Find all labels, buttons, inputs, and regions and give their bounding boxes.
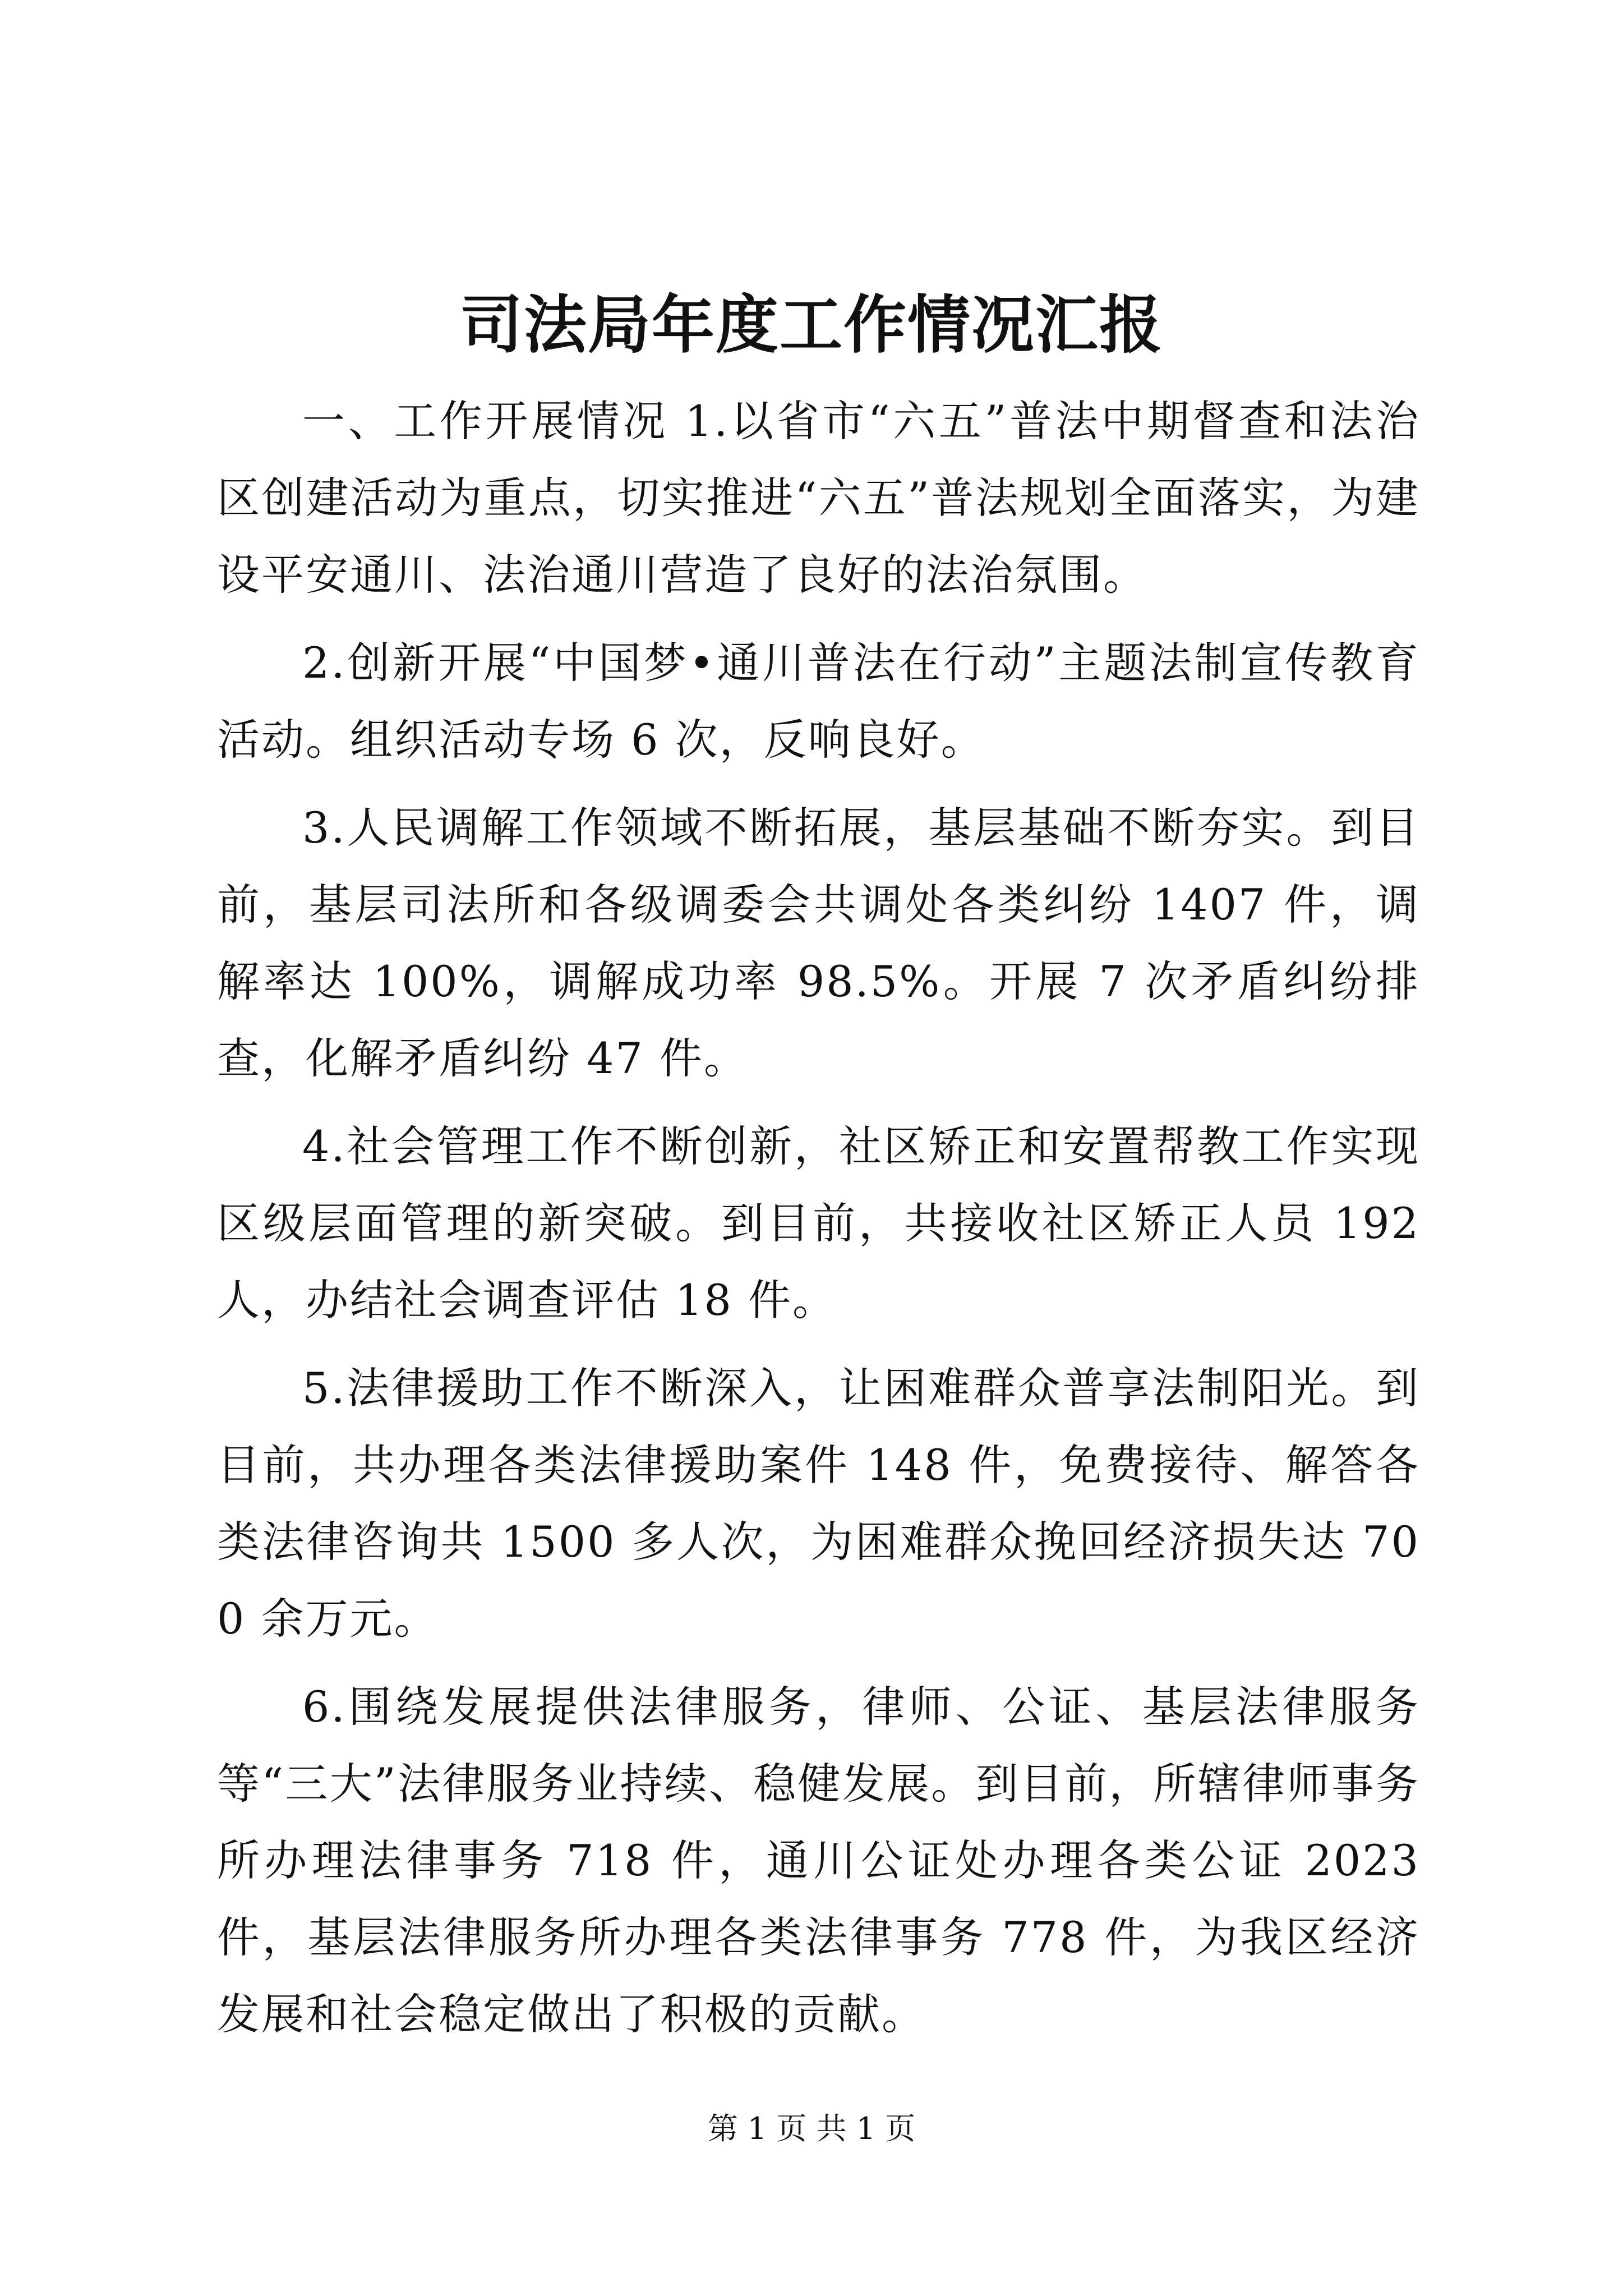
page-footer: 第 1 页 共 1 页 [707, 2111, 916, 2146]
paragraph-mediation: 3.人民调解工作领域不断拓展，基层基础不断夯实。到目前，基层司法所和各级调委会共调处各类纠纷 1407 件，调解率达 100%，调解成功率 98.5%。开展 7 次矛盾纠纷排查，化解矛盾纠纷 47 件。 [217, 803, 1420, 1083]
paragraph-legal-services: 6.围绕发展提供法律服务，律师、公证、基层法律服务等“三大”法律服务业持续、稳健发展。到目前，所辖律师事务所办理法律事务 718 件，通川公证处办理各类公证 2023 件，基层法律服务所办理各类法律事务 778 件，为我区经济发展和社会稳定做出了积极的贡献。 [217, 1682, 1420, 2039]
paragraph-legal-education: 2.创新开展“中国梦•通川普法在行动”主题法制宣传教育活动。组织活动专场 6 次，反响良好。 [217, 638, 1420, 765]
paragraph-community-correction: 4.社会管理工作不断创新，社区矫正和安置帮教工作实现区级层面管理的新突破。到目前，共接收社区矫正人员 192 人，办结社会调查评估 18 件。 [217, 1121, 1420, 1325]
document-title: 司法局年度工作情况汇报 [460, 288, 1163, 362]
document-body [217, 383, 1420, 2064]
paragraph-legal-aid: 5.法律援助工作不断深入，让困难群众普享法制阳光。到目前，共办理各类法律援助案件 148 件，免费接待、解答各类法律咨询共 1500 多人次，为困难群众挽回经济损失达 700 余万元。 [217, 1363, 1420, 1644]
paragraph-work-overview: 一、工作开展情况 1.以省市“六五”普法中期督查和法治区创建活动为重点，切实推进“六五”普法规划全面落实，为建设平安通川、法治通川营造了良好的法治氛围。 [217, 396, 1420, 600]
